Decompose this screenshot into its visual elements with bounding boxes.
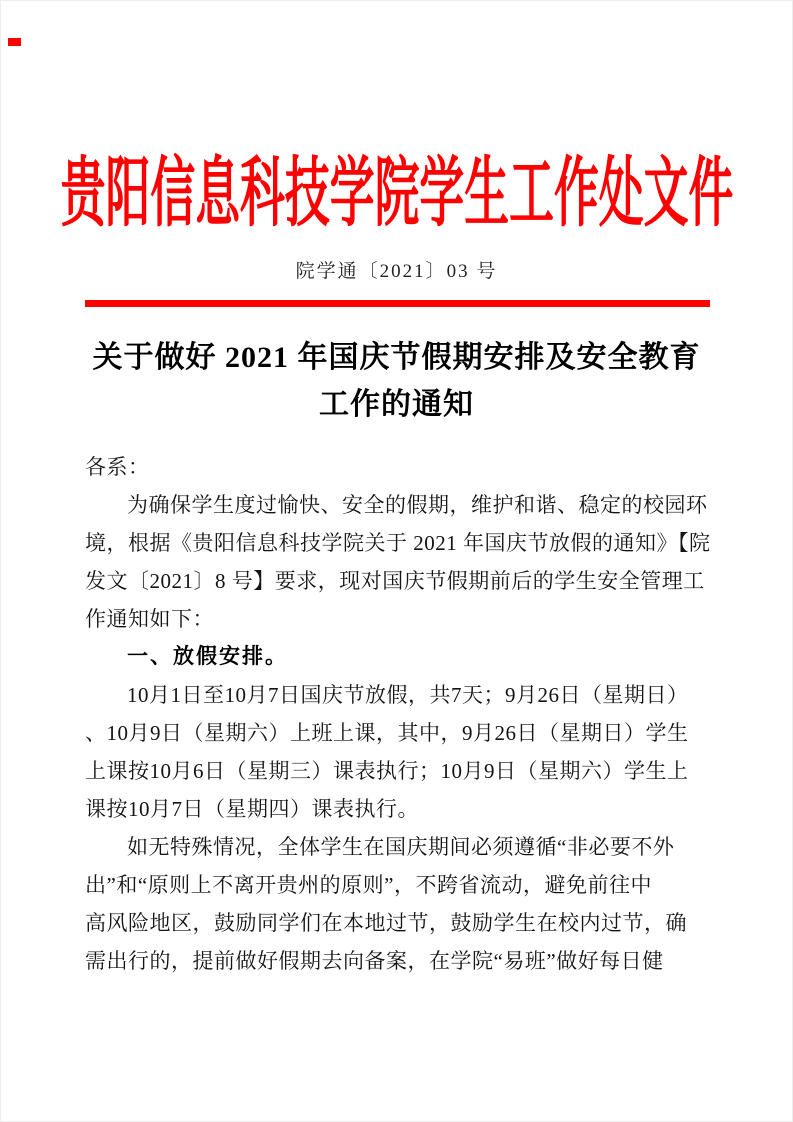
red-divider-line [85, 300, 710, 307]
section-heading: 一、放假安排。 [127, 645, 288, 668]
body-line: 高风险地区，鼓励同学们在本地过节，鼓励学生在校内过节，确 [85, 911, 687, 935]
notice-title-line2: 工作的通知 [319, 388, 474, 421]
body-line: 作通知如下： [85, 607, 214, 631]
corner-red-mark [8, 38, 21, 46]
org-title: 贵阳信息科技学院学生工作处文件 [60, 151, 733, 236]
doc-number: 院学通〔2021〕03 号 [295, 261, 498, 282]
notice-title-line1: 关于做好 2021 年国庆节假期安排及安全教育 [92, 341, 701, 374]
body-line: 出”和“原则上不离开贵州的原则”，不跨省流动，避免前往中 [85, 873, 652, 897]
notice-title [0, 334, 793, 428]
body-line: 境，根据《贵阳信息科技学院关于 2021 年国庆节放假的通知》【院 [85, 531, 711, 555]
salutation: 各系： [85, 455, 150, 479]
body-line: 如无特殊情况，全体学生在国庆期间必须遵循“非必要不外 [127, 835, 675, 859]
body-line: 课按10月7日（星期四）课表执行。 [85, 797, 419, 821]
body-line: 、10月9日（星期六）上班上课，其中，9月26日（星期日）学生 [85, 721, 689, 745]
body-line: 10月1日至10月7日国庆节放假，共7天；9月26日（星期日） [127, 683, 689, 707]
body-line: 需出行的，提前做好假期去向备案，在学院“易班”做好每日健 [85, 949, 664, 973]
body-line: 上课按10月6日（星期三）课表执行；10月9日（星期六）学生上 [85, 759, 689, 783]
red-header [0, 138, 793, 234]
body-line: 为确保学生度过愉快、安全的假期，维护和谐、稳定的校园环 [127, 493, 708, 517]
document-body [85, 448, 717, 980]
body-line: 发文〔2021〕8 号】要求，现对国庆节假期前后的学生安全管理工 [85, 569, 705, 593]
